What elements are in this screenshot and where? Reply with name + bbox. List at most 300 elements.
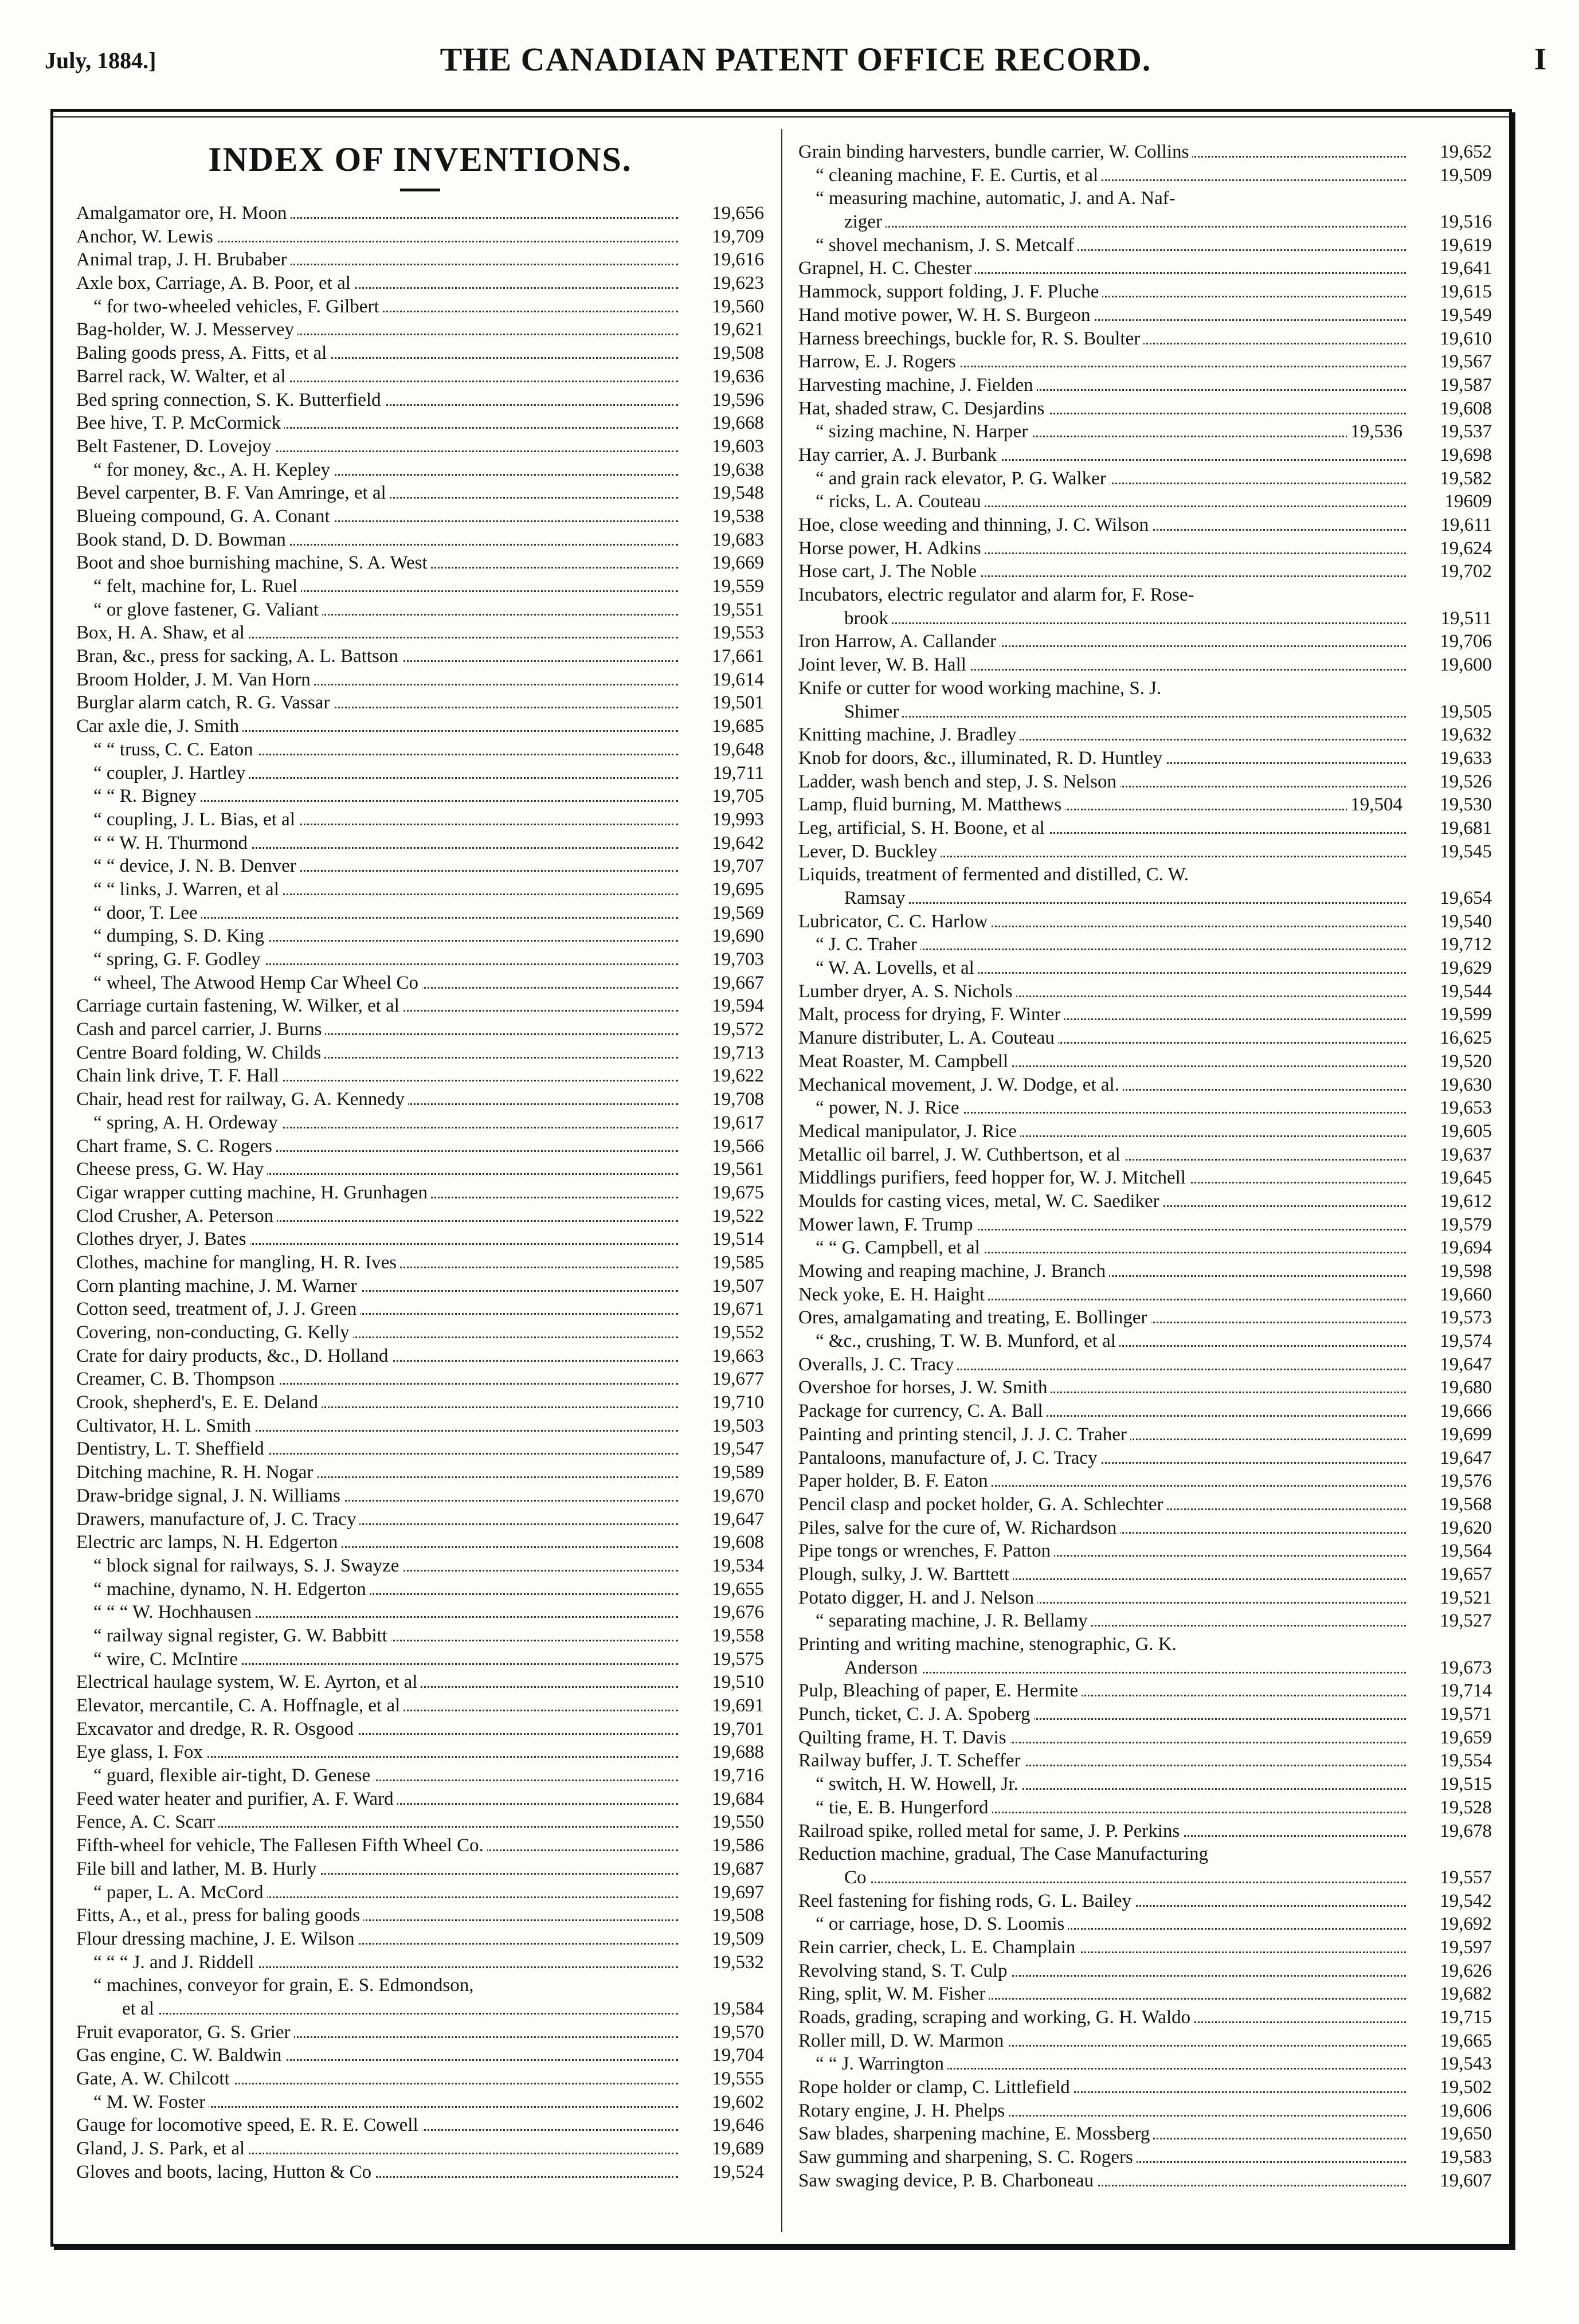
entry-text: Package for currency, C. A. Ball: [798, 1400, 1047, 1423]
entry-patent-number: 19,502: [1436, 2076, 1492, 2099]
entry-patent-number: 19,606: [1436, 2099, 1492, 2123]
entry-patent-number: 19,603: [708, 435, 764, 458]
entry-text: “ M. W. Foster: [76, 2091, 209, 2114]
entry-patent-number: 19,594: [708, 994, 764, 1018]
entry-text: Hay carrier, A. J. Burbank: [798, 444, 1000, 467]
entry-text: Chain link drive, T. F. Hall: [76, 1064, 283, 1088]
index-entry: [76, 1064, 764, 1088]
index-entry: [798, 1609, 1492, 1633]
entry-patent-number: 19,659: [1436, 1726, 1492, 1750]
entry-patent-number: 19,515: [1436, 1773, 1492, 1796]
index-entry: [798, 1563, 1492, 1586]
index-entry: [798, 1306, 1492, 1330]
entry-text: Knitting machine, J. Bradley: [798, 723, 1020, 747]
entry-patent-number: 19,605: [1436, 1120, 1492, 1143]
entry-text: Neck yoke, E. H. Haight: [798, 1283, 988, 1307]
entry-patent-number: 19,665: [1436, 2029, 1492, 2053]
entry-patent-number: 19,637: [1436, 1143, 1492, 1167]
entry-patent-number: 19,616: [708, 248, 764, 272]
entry-patent-number: 19,540: [1436, 910, 1492, 934]
entry-patent-number: 19,680: [1436, 1376, 1492, 1400]
entry-patent-number: 19,698: [1436, 444, 1492, 467]
entry-patent-number: 19,574: [1436, 1330, 1492, 1353]
entry-patent-number: 19,548: [708, 481, 764, 505]
entry-text: Anchor, W. Lewis: [76, 225, 217, 249]
index-entry: [798, 2169, 1492, 2193]
entry-patent-number: 19,509: [1436, 164, 1492, 187]
entry-text: “ guard, flexible air-tight, D. Genese: [76, 1764, 374, 1788]
entry-text: Paper holder, B. F. Eaton: [798, 1469, 992, 1493]
index-entry: [76, 994, 764, 1018]
index-entry: [798, 537, 1492, 561]
entry-patent-number: 19,648: [708, 738, 764, 762]
index-entry: [798, 280, 1492, 304]
entry-text: Book stand, D. D. Bowman: [76, 528, 289, 552]
header-title: THE CANADIAN PATENT OFFICE RECORD.: [440, 41, 1151, 78]
index-entry: [76, 1741, 764, 1764]
entry-text: “ or glove fastener, G. Valiant: [76, 598, 322, 622]
entry-text: Cotton seed, treatment of, J. J. Green: [76, 1298, 360, 1321]
index-entry: [76, 272, 764, 295]
entry-patent-number: 19,547: [708, 1437, 764, 1461]
entry-text: Flour dressing machine, J. E. Wilson: [76, 1927, 358, 1951]
entry-patent-number: 19,501: [708, 691, 764, 715]
entry-patent-number: 19,701: [708, 1718, 764, 1741]
entry-patent-number: 19,620: [1436, 1516, 1492, 1540]
index-entry: [76, 435, 764, 458]
index-entry: [76, 1904, 764, 1927]
entry-patent-number: 19,647: [708, 1508, 764, 1531]
entry-text: “ “ device, J. N. B. Denver: [76, 855, 300, 878]
index-entry: [76, 1578, 764, 1601]
entry-patent-number: 19,511: [1437, 607, 1492, 630]
index-entry: [76, 668, 764, 692]
index-entry: [798, 304, 1492, 327]
leader-dots: [76, 2013, 678, 2015]
entry-text: Pantaloons, manufacture of, J. C. Tracy: [798, 1447, 1101, 1470]
leader-dots: [798, 1882, 1406, 1883]
index-entry: [798, 2052, 1492, 2076]
title-rule: [400, 189, 440, 191]
entry-patent-number: 19,652: [1436, 140, 1492, 164]
index-entry: [76, 295, 764, 319]
entry-text: Painting and printing stencil, J. J. C. Traher: [798, 1423, 1130, 1447]
index-entry: [798, 1633, 1492, 1656]
index-entry: [798, 957, 1492, 980]
index-entry: [76, 365, 764, 389]
entry-patent-number: 19,632: [1436, 723, 1492, 747]
index-entry: [76, 2137, 764, 2161]
index-entry: [76, 2067, 764, 2091]
index-entry: [798, 1982, 1492, 2006]
entry-patent-number: 19,621: [708, 318, 764, 342]
entry-text: Lamp, fluid burning, M. Matthews: [798, 793, 1065, 817]
entry-patent-number: 19,561: [708, 1158, 764, 1181]
index-entry: [798, 840, 1492, 864]
entry-patent-number: 19,586: [708, 1834, 764, 1857]
entry-patent-number: 19,516: [1436, 210, 1492, 234]
entry-patent-number: 19,714: [1436, 1679, 1492, 1703]
entry-patent-number: 19,660: [1436, 1283, 1492, 1307]
entry-text: Draw-bridge signal, J. N. Williams: [76, 1484, 344, 1508]
entry-patent-number: 19,689: [708, 2137, 764, 2161]
entry-text: “ “ W. H. Thurmond: [76, 832, 251, 855]
entry-text: ziger: [798, 210, 886, 234]
entry-text: Grain binding harvesters, bundle carrier, W. Collins: [798, 140, 1192, 164]
entry-patent-number: 19,571: [1436, 1703, 1492, 1726]
index-entry: [798, 747, 1492, 770]
index-entry: [798, 2006, 1492, 2029]
entry-text: Bevel carpenter, B. F. Van Amringe, et al: [76, 481, 390, 505]
index-entry: [798, 420, 1492, 444]
entry-text: Saw blades, sharpening machine, E. Mossberg: [798, 2122, 1153, 2146]
entry-patent-number: 19,534: [708, 1554, 764, 1578]
entry-patent-number: 19,683: [708, 528, 764, 552]
index-entry: [76, 1484, 764, 1508]
entry-text: Bee hive, T. P. McCormick: [76, 411, 284, 435]
index-entry: [798, 887, 1492, 910]
index-entry: [76, 1834, 764, 1857]
index-entry: [76, 1391, 764, 1414]
entry-patent-number: 19,503: [708, 1414, 764, 1438]
index-entry: [798, 1796, 1492, 1820]
index-entry: [76, 902, 764, 925]
entry-text: Centre Board folding, W. Childs: [76, 1041, 324, 1065]
entry-patent-number: 19,544: [1436, 980, 1492, 1004]
index-entry: [76, 645, 764, 668]
index-entry: [76, 1927, 764, 1951]
index-entry: [76, 691, 764, 715]
entry-text: Clothes dryer, J. Bates: [76, 1228, 250, 1251]
index-entry: [76, 1648, 764, 1671]
entry-text: Pencil clasp and pocket holder, G. A. Schlechter: [798, 1493, 1167, 1516]
entry-text: Pipe tongs or wrenches, F. Patton: [798, 1539, 1054, 1563]
entry-patent-number: 19,669: [708, 551, 764, 575]
index-entry: [798, 1516, 1492, 1540]
index-entry: [76, 1018, 764, 1041]
index-entry: [76, 1601, 764, 1624]
index-entry: [76, 225, 764, 249]
entry-patent-number: 19,638: [708, 458, 764, 482]
entry-text: Potato digger, H. and J. Nelson: [798, 1586, 1037, 1610]
entry-patent-number: 19,657: [1436, 1563, 1492, 1586]
entry-patent-number: 19,684: [708, 1788, 764, 1811]
index-entry: [76, 1437, 764, 1461]
index-entry: [76, 1367, 764, 1391]
entry-patent-number: 19,560: [708, 295, 764, 319]
entry-patent-number: 19,585: [708, 1251, 764, 1275]
index-entry: [76, 1321, 764, 1345]
entry-text: Metallic oil barrel, J. W. Cuthbertson, et al: [798, 1143, 1124, 1167]
entry-patent-number: 19,710: [708, 1391, 764, 1414]
entry-text: Co: [798, 1866, 870, 1890]
index-entry: [76, 1881, 764, 1904]
index-entry: [798, 350, 1492, 374]
entry-patent-number: 19,667: [708, 971, 764, 995]
entry-patent-number: 19,629: [1436, 957, 1492, 980]
index-entry: [798, 1586, 1492, 1610]
index-entry: [798, 374, 1492, 397]
entry-patent-number: 19,579: [1436, 1213, 1492, 1237]
index-entry: [76, 318, 764, 342]
entry-patent-number: 19,709: [708, 225, 764, 249]
entry-text: Saw swaging device, P. B. Charboneau: [798, 2169, 1097, 2193]
entry-patent-number: 19,682: [1436, 1982, 1492, 2006]
index-entry: [798, 1073, 1492, 1097]
index-entry: [76, 528, 764, 552]
index-entry: [76, 1810, 764, 1834]
entry-patent-number: 19,567: [1436, 350, 1492, 374]
entry-text: “ “ J. Warrington: [798, 2052, 947, 2076]
entry-text: “ “ “ W. Hochhausen: [76, 1601, 255, 1624]
entry-patent-number: 19,555: [708, 2067, 764, 2091]
entry-text: Belt Fastener, D. Lovejoy: [76, 435, 275, 458]
entry-patent-number: 19,612: [1436, 1190, 1492, 1213]
index-entry: [798, 1959, 1492, 1983]
entry-patent-number: 19,532: [708, 1951, 764, 1974]
entry-text: “ “ “ J. and J. Riddell: [76, 1951, 257, 1974]
left-column: [76, 135, 764, 2184]
index-entry: [76, 808, 764, 832]
entry-patent-number: 19,508: [708, 1904, 764, 1927]
entry-text: Hose cart, J. The Noble: [798, 560, 980, 583]
entry-text: “ W. A. Lovells, et al: [798, 957, 978, 980]
index-entry: [798, 1866, 1492, 1890]
entry-patent-number: 19,642: [708, 832, 764, 855]
entry-patent-number: 19,675: [708, 1181, 764, 1205]
entry-text: Saw gumming and sharpening, S. C. Rogers: [798, 2146, 1137, 2169]
index-entry: [76, 1951, 764, 1974]
entry-text: Knob for doors, &c., illuminated, R. D. Huntley: [798, 747, 1166, 770]
entry-text: et al: [76, 1997, 158, 2021]
entry-text: Revolving stand, S. T. Culp: [798, 1959, 1011, 1983]
entry-patent-number: 19,543: [1436, 2052, 1492, 2076]
index-entry: [76, 1624, 764, 1648]
entry-patent-number: 19,607: [1436, 2169, 1492, 2193]
index-entry: [76, 1298, 764, 1321]
entry-patent-number: 19,573: [1436, 1306, 1492, 1330]
index-entry: [76, 1671, 764, 1694]
entry-patent-number: 19,576: [1436, 1469, 1492, 1493]
entry-patent-number: 19,615: [1436, 280, 1492, 304]
index-entry: [798, 2122, 1492, 2146]
entry-patent-number: 17,661: [708, 645, 764, 668]
entry-patent-number: 19609: [1441, 490, 1492, 514]
index-entry: [798, 1376, 1492, 1400]
index-entry: [76, 2161, 764, 2184]
index-entry: [798, 653, 1492, 677]
entry-text: Railroad spike, rolled metal for same, J. P. Perkins: [798, 1820, 1183, 1843]
entry-patent-number: 19,695: [708, 878, 764, 902]
entry-text: Broom Holder, J. M. Van Horn: [76, 668, 314, 692]
index-entry: [798, 1236, 1492, 1260]
entry-text: Ramsay: [798, 887, 908, 910]
index-entry: [76, 738, 764, 762]
entry-text: “ measuring machine, automatic, J. and A. Naf-: [798, 187, 1179, 210]
entry-text: Cigar wrapper cutting machine, H. Grunhagen: [76, 1181, 431, 1205]
entry-text: “ power, N. J. Rice: [798, 1096, 963, 1120]
index-entry: [76, 2091, 764, 2114]
entry-text: Burglar alarm catch, R. G. Vassar: [76, 691, 333, 715]
index-entry: [76, 1181, 764, 1205]
entry-text: Rotary engine, J. H. Phelps: [798, 2099, 1008, 2123]
entry-patent-number: 19,691: [708, 1694, 764, 1718]
index-entry: [76, 1345, 764, 1368]
entry-text: “ or carriage, hose, D. S. Loomis: [798, 1913, 1068, 1936]
index-entry: [76, 1764, 764, 1788]
entry-patent-number: 19,554: [1436, 1749, 1492, 1773]
entry-patent-number: 19,704: [708, 2044, 764, 2067]
entry-text: Carriage curtain fastening, W. Wilker, et al: [76, 994, 403, 1018]
entry-text: Pulp, Bleaching of paper, E. Hermite: [798, 1679, 1082, 1703]
index-entry: [798, 583, 1492, 607]
entry-patent-number: 19,694: [1436, 1236, 1492, 1260]
index-entry: [76, 1508, 764, 1531]
entry-patent-number: 19,681: [1436, 817, 1492, 840]
entry-text: “ “ truss, C. C. Eaton: [76, 738, 257, 762]
index-entry: [798, 257, 1492, 280]
entry-patent-number: 19,530: [1436, 793, 1492, 817]
entry-text: Blueing compound, G. A. Conant: [76, 505, 334, 528]
index-entry: [76, 1997, 764, 2021]
entry-patent-number: 19,568: [1436, 1493, 1492, 1516]
index-entry: [798, 1936, 1492, 1959]
entry-patent-number: 19,716: [708, 1764, 764, 1788]
entry-patent-number: 19,653: [1436, 1096, 1492, 1120]
header-date: July, 1884.]: [45, 48, 156, 73]
index-entry: [76, 785, 764, 808]
entry-patent-number: 19,521: [1436, 1586, 1492, 1610]
entry-patent-number: 19,602: [708, 2091, 764, 2114]
entry-text: Ores, amalgamating and treating, E. Bollinger: [798, 1306, 1151, 1330]
entry-patent-number: 19,685: [708, 715, 764, 738]
entry-patent-number: 19,610: [1436, 327, 1492, 351]
entry-patent-number: 19,524: [708, 2161, 764, 2184]
entry-extra-number: 19,504: [1347, 793, 1406, 817]
entry-patent-number: 19,509: [708, 1927, 764, 1951]
index-entry: [798, 607, 1492, 630]
index-entry: [798, 187, 1492, 210]
right-entry-list: [798, 140, 1492, 2193]
entry-patent-number: 19,569: [708, 902, 764, 925]
entry-text: Horse power, H. Adkins: [798, 537, 985, 561]
index-entry: [76, 389, 764, 412]
entry-patent-number: 16,625: [1436, 1026, 1492, 1050]
index-entry: [76, 1158, 764, 1181]
index-entry: [798, 467, 1492, 491]
entry-patent-number: 19,706: [1436, 630, 1492, 653]
entry-text: Roads, grading, scraping and working, G. H. Waldo: [798, 2006, 1194, 2029]
entry-text: Harness breechings, buckle for, R. S. Boulter: [798, 327, 1143, 351]
entry-patent-number: 19,596: [708, 389, 764, 412]
index-entry: [798, 1913, 1492, 1936]
index-entry: [798, 1353, 1492, 1377]
entry-patent-number: 19,699: [1436, 1423, 1492, 1447]
index-entry: [798, 1656, 1492, 1680]
index-entry: [76, 551, 764, 575]
entry-text: “ “ G. Campbell, et al: [798, 1236, 984, 1260]
index-entry: [76, 411, 764, 435]
entry-text: Fifth-wheel for vehicle, The Fallesen Fifth Wheel Co.: [76, 1834, 487, 1857]
header-page-number: I: [1534, 42, 1546, 76]
entry-text: Axle box, Carriage, A. B. Poor, et al: [76, 272, 354, 295]
entry-text: Lubricator, C. C. Harlow: [798, 910, 991, 934]
entry-patent-number: 19,583: [1436, 2146, 1492, 2169]
entry-text: Shimer: [798, 700, 902, 724]
entry-extra-number: 19,536: [1347, 420, 1406, 444]
entry-patent-number: 19,702: [1436, 560, 1492, 583]
index-entry: [798, 1493, 1492, 1516]
entry-text: “ felt, machine for, L. Ruel: [76, 575, 301, 598]
entry-text: Roller mill, D. W. Marmon: [798, 2029, 1007, 2053]
entry-patent-number: 19,584: [708, 1997, 764, 2021]
index-entry: [76, 1088, 764, 1111]
index-entry: [798, 1260, 1492, 1283]
entry-text: Gauge for locomotive speed, E. R. E. Cowell: [76, 2114, 422, 2137]
entry-patent-number: 19,633: [1436, 747, 1492, 770]
entry-patent-number: 19,688: [708, 1741, 764, 1764]
entry-patent-number: 19,508: [708, 342, 764, 365]
frame-top-rule: [53, 116, 1509, 117]
entry-patent-number: 19,671: [708, 1298, 764, 1321]
entry-patent-number: 19,545: [1436, 840, 1492, 864]
index-entry: [76, 1111, 764, 1135]
entry-patent-number: 19,557: [1436, 1866, 1492, 1890]
entry-patent-number: 19,597: [1436, 1936, 1492, 1959]
entry-text: “ block signal for railways, S. J. Swayze: [76, 1554, 402, 1578]
entry-text: Mechanical movement, J. W. Dodge, et al.: [798, 1073, 1123, 1097]
entry-patent-number: 19,558: [708, 1624, 764, 1648]
entry-patent-number: 19,570: [708, 2021, 764, 2044]
index-entry: [798, 677, 1492, 700]
entry-text: “ and grain rack elevator, P. G. Walker: [798, 467, 1110, 491]
index-entry: [798, 817, 1492, 840]
index-entry: [76, 948, 764, 971]
index-entry: [798, 1120, 1492, 1143]
right-column: [798, 140, 1492, 2193]
entry-text: Joint lever, W. B. Hall: [798, 653, 970, 677]
index-entry: [798, 2029, 1492, 2053]
entry-text: Mowing and reaping machine, J. Branch: [798, 1260, 1109, 1283]
entry-text: Hammock, support folding, J. F. Pluche: [798, 280, 1102, 304]
entry-patent-number: 19,678: [1436, 1820, 1492, 1843]
entry-patent-number: 19,712: [1436, 933, 1492, 957]
index-entry: [76, 1857, 764, 1881]
entry-text: Reduction machine, gradual, The Case Manufacturing: [798, 1843, 1212, 1866]
entry-text: Crate for dairy products, &c., D. Holland: [76, 1345, 391, 1368]
entry-patent-number: 19,572: [708, 1018, 764, 1041]
entry-text: Middlings purifiers, feed hopper for, W. J. Mitchell: [798, 1166, 1189, 1190]
entry-patent-number: 19,505: [1436, 700, 1492, 724]
index-entry: [76, 1228, 764, 1251]
entry-patent-number: 19,676: [708, 1601, 764, 1624]
entry-patent-number: 19,575: [708, 1648, 764, 1671]
entry-text: “ machines, conveyor for grain, E. S. Edmondson,: [76, 1974, 477, 1997]
entry-patent-number: 19,713: [708, 1041, 764, 1065]
index-entry: [798, 1539, 1492, 1563]
entry-patent-number: 19,537: [1436, 420, 1492, 444]
entry-text: Dentistry, L. T. Sheffield: [76, 1437, 268, 1461]
entry-text: Covering, non-conducting, G. Kelly: [76, 1321, 353, 1345]
entry-text: Electrical haulage system, W. E. Ayrton, et al: [76, 1671, 421, 1694]
index-entry: [798, 1050, 1492, 1073]
entry-text: Knife or cutter for wood working machine, S. J.: [798, 677, 1165, 700]
index-entry: [798, 1749, 1492, 1773]
entry-text: Gate, A. W. Chilcott: [76, 2067, 233, 2091]
index-entry: [76, 505, 764, 528]
index-title: INDEX OF INVENTIONS.: [208, 140, 632, 178]
entry-patent-number: 19,520: [1436, 1050, 1492, 1073]
